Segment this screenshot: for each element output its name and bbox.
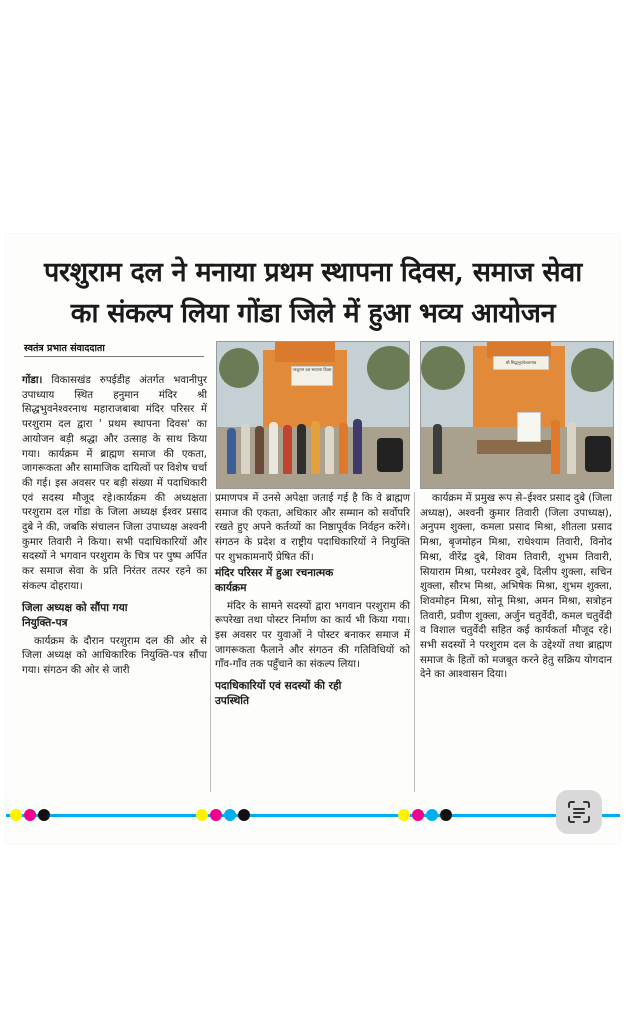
subheading <box>215 566 410 596</box>
subheading <box>22 601 207 631</box>
article-headline <box>20 252 606 334</box>
headline-line-2: का संकल्प लिया गोंडा जिले में हुआ भव्य आयोजन <box>70 298 556 329</box>
subheading-line: उपस्थिति <box>215 695 250 708</box>
subheading-line: पदाधिकारियों एवं सदस्यों की रही <box>215 680 342 693</box>
paragraph-text: विकासखंड रुपईडीह अंतर्गत भवानीपुर उपाध्याय स्थित हनुमान मंदिर श्री सिद्धभुवनेश्वरनाथ महाराजबाबा मंदिर परिसर में परशुराम दल द्वारा ' प्रथम स्थापना दिवस' का आयोजन बड़ी श्रद्धा और उत्साह के साथ किया गया। कार्यक्रम में ब्राह्मण समाज की एकता, जागरूकता और सामाजिक दायित्वों पर विशेष चर्चा की गई। इस अवसर पर बड़ी संख्या में पदाधिकारी एवं सदस्य मौजूद रहे।कार्यक्रम की अध्यक्षता परशुराम दल गोंडा के जिला अध्यक्ष ईश्वर प्रसाद दुबे ने की, जबकि संचालन जिला उपाध्यक्ष अश्वनी कुमार तिवारी ने किया। सभी पदाधिकारियों और सदस्यों ने भगवान परशुराम के चित्र पर पुष्प अर्पित कर समाज सेवा के प्रति निरंतर तत्पर रहने का संकल्प दोहराया। <box>22 375 207 592</box>
headline-line-1: परशुराम दल ने मनाया प्रथम स्थापना दिवस, समाज सेवा <box>44 257 582 288</box>
subheading-line: कार्यक्रम <box>215 581 247 594</box>
column-divider <box>210 492 211 792</box>
paragraph: कार्यक्रम के दौरान परशुराम दल की ओर से जिला अध्यक्ष को आधिकारिक नियुक्ति-पत्र सौंपा गया। संगठन की ओर से जारी <box>22 635 207 676</box>
dateline: गोंडा। <box>22 375 43 386</box>
byline-rule <box>24 356 204 357</box>
event-photo-group <box>216 341 410 489</box>
subheading-line: जिला अध्यक्ष को सौंपा गया <box>22 601 128 614</box>
print-color-bar <box>6 806 620 826</box>
article-column-1 <box>22 374 207 679</box>
article-column-2 <box>215 492 410 713</box>
paragraph: प्रमाणपत्र में उनसे अपेक्षा जताई गई है कि वे ब्राह्मण समाज की एकता, अधिकार और सम्मान को सर्वोपरि रखते हुए अपने कर्तव्यों का निष्ठापूर्वक निर्वहन करेंगे। संगठन के प्रदेश व राष्ट्रीय पदाधिकारियों ने नियुक्ति पर शुभकामनाएँ प्रेषित कीं। <box>215 493 410 563</box>
article-column-3 <box>420 492 612 683</box>
text-scan-button[interactable] <box>556 790 602 834</box>
newspaper-clipping <box>6 234 620 844</box>
temple-banner-text: परशुराम दल स्थापना दिवस <box>292 367 332 372</box>
paragraph <box>22 374 207 595</box>
paragraph: मंदिर के सामने सदस्यों द्वारा भगवान परशुराम की रूपरेखा तथा पोस्टर निर्माण का कार्य भी किया गया। इस अवसर पर युवाओं ने पोस्टर बनाकर समाज में जागरूकता फैलाने और संगठन की गतिविधियों को गाँव-गाँव तक पहुँचाने का संकल्प लिया। <box>215 600 410 671</box>
byline: स्वतंत्र प्रभात संवाददाता <box>24 343 105 354</box>
subheading-line: मंदिर परिसर में हुआ रचनात्मक <box>215 566 334 579</box>
temple-sign-text: श्री सिद्धभुवनेश्वरनाथ <box>505 360 537 365</box>
subheading <box>215 679 410 709</box>
subheading-line: नियुक्ति-पत्र <box>22 616 68 629</box>
event-photo-temple <box>420 341 614 489</box>
text-scan-icon <box>567 800 591 824</box>
column-divider <box>414 492 415 792</box>
paragraph: कार्यक्रम में प्रमुख रूप से–ईश्वर प्रसाद दुबे (जिला अध्यक्ष), अश्वनी कुमार तिवारी (जिला उपाध्यक्ष), अनुपम शुक्ला, कमला प्रसाद मिश्रा, शीतला प्रसाद मिश्रा, बृजमोहन मिश्रा, राधेश्याम तिवारी, विनोद मिश्रा, वीरेंद्र दुबे, शिवम तिवारी, शुभम तिवारी, सियाराम मिश्रा, परमेश्वर दुबे, दिलीप शुक्ला, सचिन शुक्ला, सौरभ मिश्रा, अभिषेक मिश्रा, शुभम शुक्ला, शिवमोहन मिश्रा, सोनू मिश्रा, अमन मिश्रा, सत्रोहन तिवारी, प्रवीण शुक्ला, अर्जुन चतुर्वेदी, कमल चतुर्वेदी व विशाल चतुर्वेदी सहित कई कार्यकर्ता मौजूद रहे।सभी सदस्यों ने परशुराम दल के उद्देश्यों तथा ब्राह्मण समाज के हितों को मजबूत करने हेतु सक्रिय योगदान देने का आश्वासन दिया। <box>420 493 612 681</box>
